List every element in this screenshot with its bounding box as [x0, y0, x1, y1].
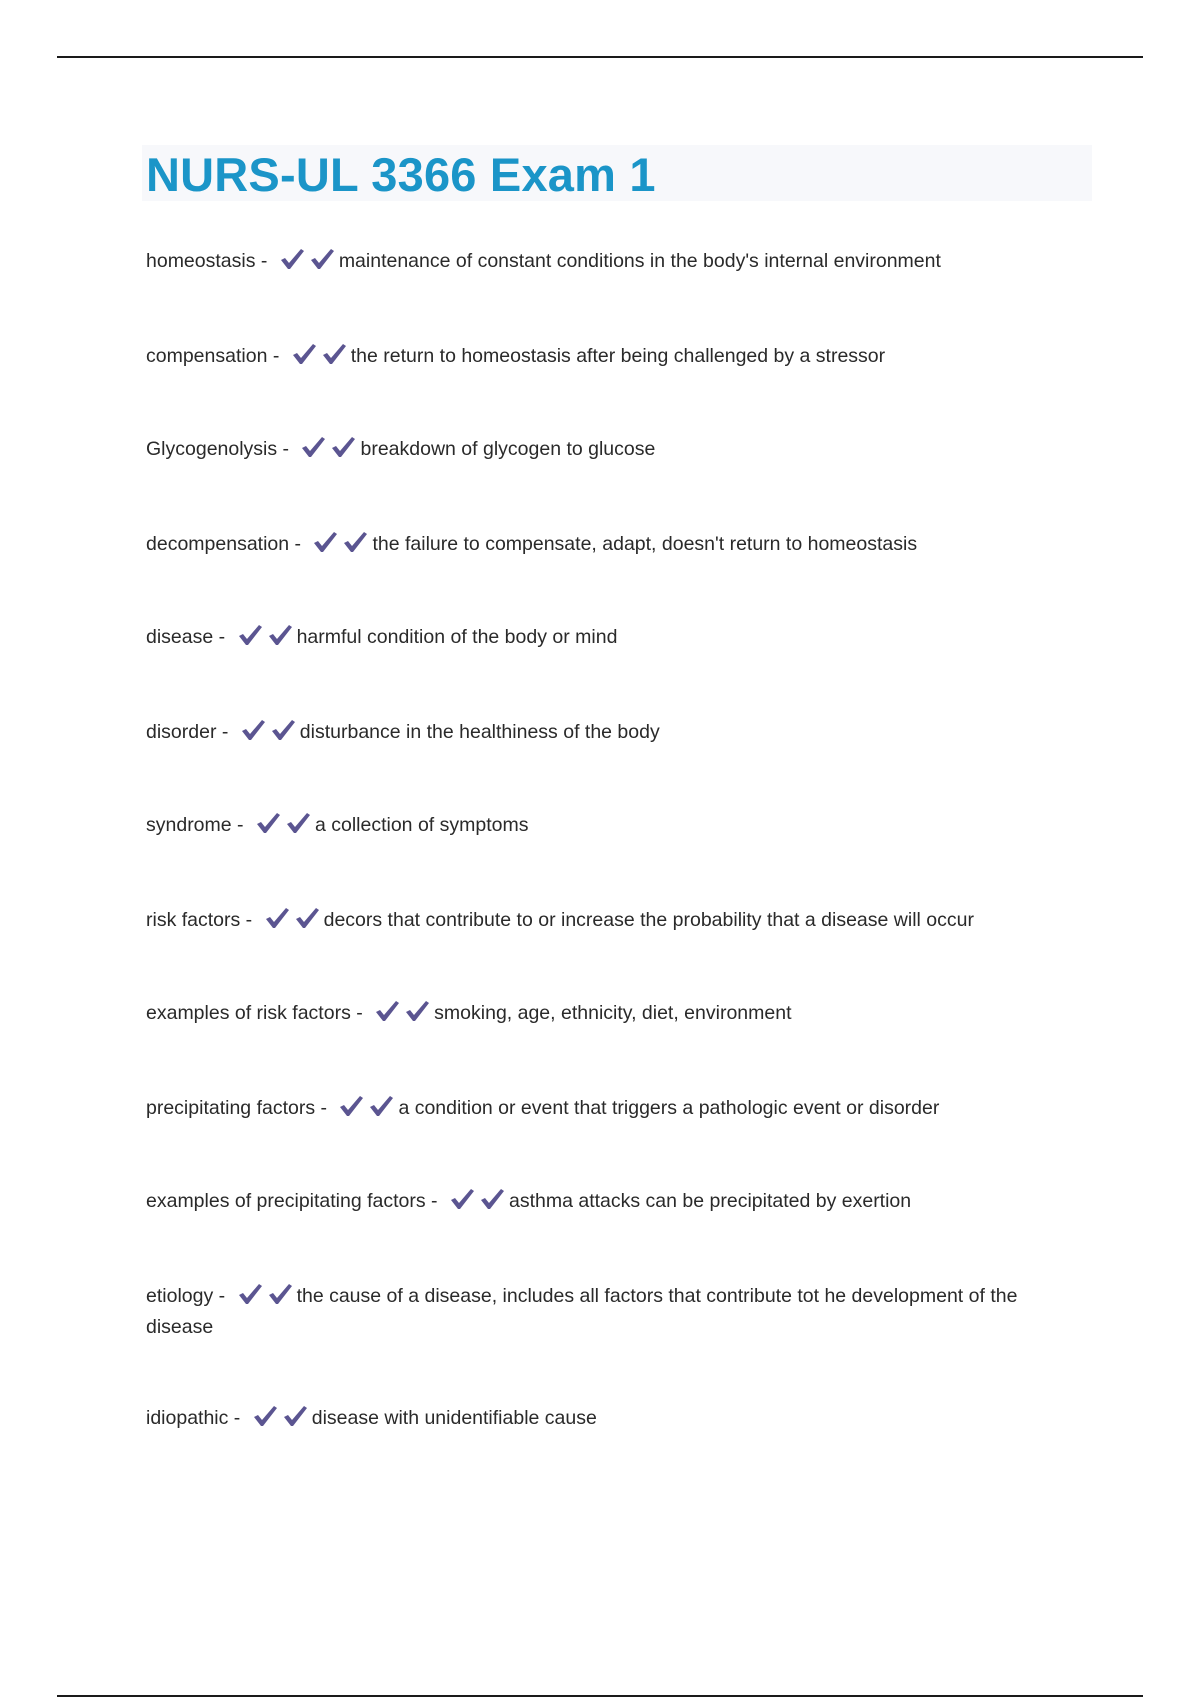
entry-term: decompensation	[146, 533, 290, 555]
entry-definition: disease with unidentifiable cause	[311, 1407, 597, 1429]
entry-term: idiopathic	[146, 1407, 229, 1429]
term-separator: -	[213, 1285, 231, 1307]
entry-definition: smoking, age, ethnicity, diet, environment	[434, 1002, 792, 1024]
double-check-icon	[255, 812, 311, 842]
double-check-icon	[312, 531, 368, 561]
term-separator: -	[255, 250, 273, 272]
entry-definition: breakdown of glycogen to glucose	[360, 438, 656, 460]
double-check-icon	[449, 1188, 505, 1218]
entry-term: etiology	[146, 1285, 214, 1307]
check-icon	[300, 436, 326, 458]
entry-term: Glycogenolysis	[146, 438, 278, 460]
check-icon	[282, 1405, 308, 1427]
top-rule	[57, 56, 1143, 58]
list-item	[146, 342, 1086, 373]
check-icon	[374, 1000, 400, 1022]
list-item	[146, 811, 1086, 842]
double-check-icon	[237, 624, 293, 654]
entry-definition: a collection of symptoms	[314, 814, 529, 836]
list-item	[146, 623, 1086, 654]
check-icon	[267, 1283, 293, 1305]
list-item	[146, 247, 1086, 278]
check-icon	[342, 531, 368, 553]
check-icon	[279, 248, 305, 270]
list-item	[146, 999, 1086, 1030]
check-icon	[330, 436, 356, 458]
check-icon	[285, 812, 311, 834]
double-check-icon	[374, 1000, 430, 1030]
entry-term: risk factors	[146, 909, 241, 931]
list-item	[146, 906, 1086, 937]
double-check-icon	[264, 907, 320, 937]
entry-definition: the return to homeostasis after being challenged by a stressor	[350, 345, 886, 367]
list-item	[146, 1404, 1086, 1435]
check-icon	[255, 812, 281, 834]
entry-definition: asthma attacks can be precipitated by exertion	[508, 1190, 912, 1212]
entry-term: disorder	[146, 721, 217, 743]
entry-definition: a condition or event that triggers a pathologic event or disorder	[398, 1097, 940, 1119]
double-check-icon	[291, 343, 347, 373]
double-check-icon	[338, 1095, 394, 1125]
term-separator: -	[228, 1407, 246, 1429]
list-item	[146, 1282, 1086, 1341]
check-icon	[264, 907, 290, 929]
term-separator: -	[315, 1097, 333, 1119]
term-separator: -	[240, 909, 258, 931]
check-icon	[270, 719, 296, 741]
double-check-icon	[300, 436, 356, 466]
entry-definition: disturbance in the healthiness of the body	[299, 721, 660, 743]
term-separator: -	[425, 1190, 443, 1212]
term-separator: -	[213, 626, 231, 648]
check-icon	[368, 1095, 394, 1117]
double-check-icon	[252, 1405, 308, 1435]
list-item	[146, 718, 1086, 749]
check-icon	[312, 531, 338, 553]
bottom-rule	[57, 1695, 1143, 1697]
entry-definition: the failure to compensate, adapt, doesn't return to homeostasis	[372, 533, 918, 555]
list-item	[146, 435, 1086, 466]
list-item	[146, 1094, 1086, 1125]
term-separator: -	[277, 438, 295, 460]
entry-term: examples of risk factors	[146, 1002, 351, 1024]
entry-term: syndrome	[146, 814, 232, 836]
entry-term: compensation	[146, 345, 268, 367]
list-item	[146, 1187, 1086, 1218]
document-title: NURS-UL 3366 Exam 1	[146, 148, 656, 201]
entry-term: homeostasis	[146, 250, 256, 272]
check-icon	[404, 1000, 430, 1022]
check-icon	[294, 907, 320, 929]
check-icon	[291, 343, 317, 365]
entry-term: disease	[146, 626, 214, 648]
check-icon	[309, 248, 335, 270]
double-check-icon	[240, 719, 296, 749]
double-check-icon	[237, 1283, 293, 1313]
term-separator: -	[289, 533, 307, 555]
check-icon	[449, 1188, 475, 1210]
entry-definition: maintenance of constant conditions in the body's internal environment	[338, 250, 941, 272]
check-icon	[338, 1095, 364, 1117]
check-icon	[252, 1405, 278, 1427]
check-icon	[237, 1283, 263, 1305]
check-icon	[479, 1188, 505, 1210]
term-separator: -	[267, 345, 285, 367]
term-separator: -	[350, 1002, 369, 1024]
check-icon	[321, 343, 347, 365]
entry-definition: harmful condition of the body or mind	[296, 626, 618, 648]
check-icon	[237, 624, 263, 646]
entry-definition: the cause of a disease, includes all factors that contribute tot he development of the disease	[146, 1285, 1018, 1338]
term-separator: -	[216, 721, 234, 743]
check-icon	[267, 624, 293, 646]
check-icon	[240, 719, 266, 741]
list-item	[146, 530, 1086, 561]
entry-definition: decors that contribute to or increase the probability that a disease will occur	[323, 909, 974, 931]
double-check-icon	[279, 248, 335, 278]
entry-term: precipitating factors	[146, 1097, 316, 1119]
term-separator: -	[231, 814, 249, 836]
entry-term: examples of precipitating factors	[146, 1190, 426, 1212]
